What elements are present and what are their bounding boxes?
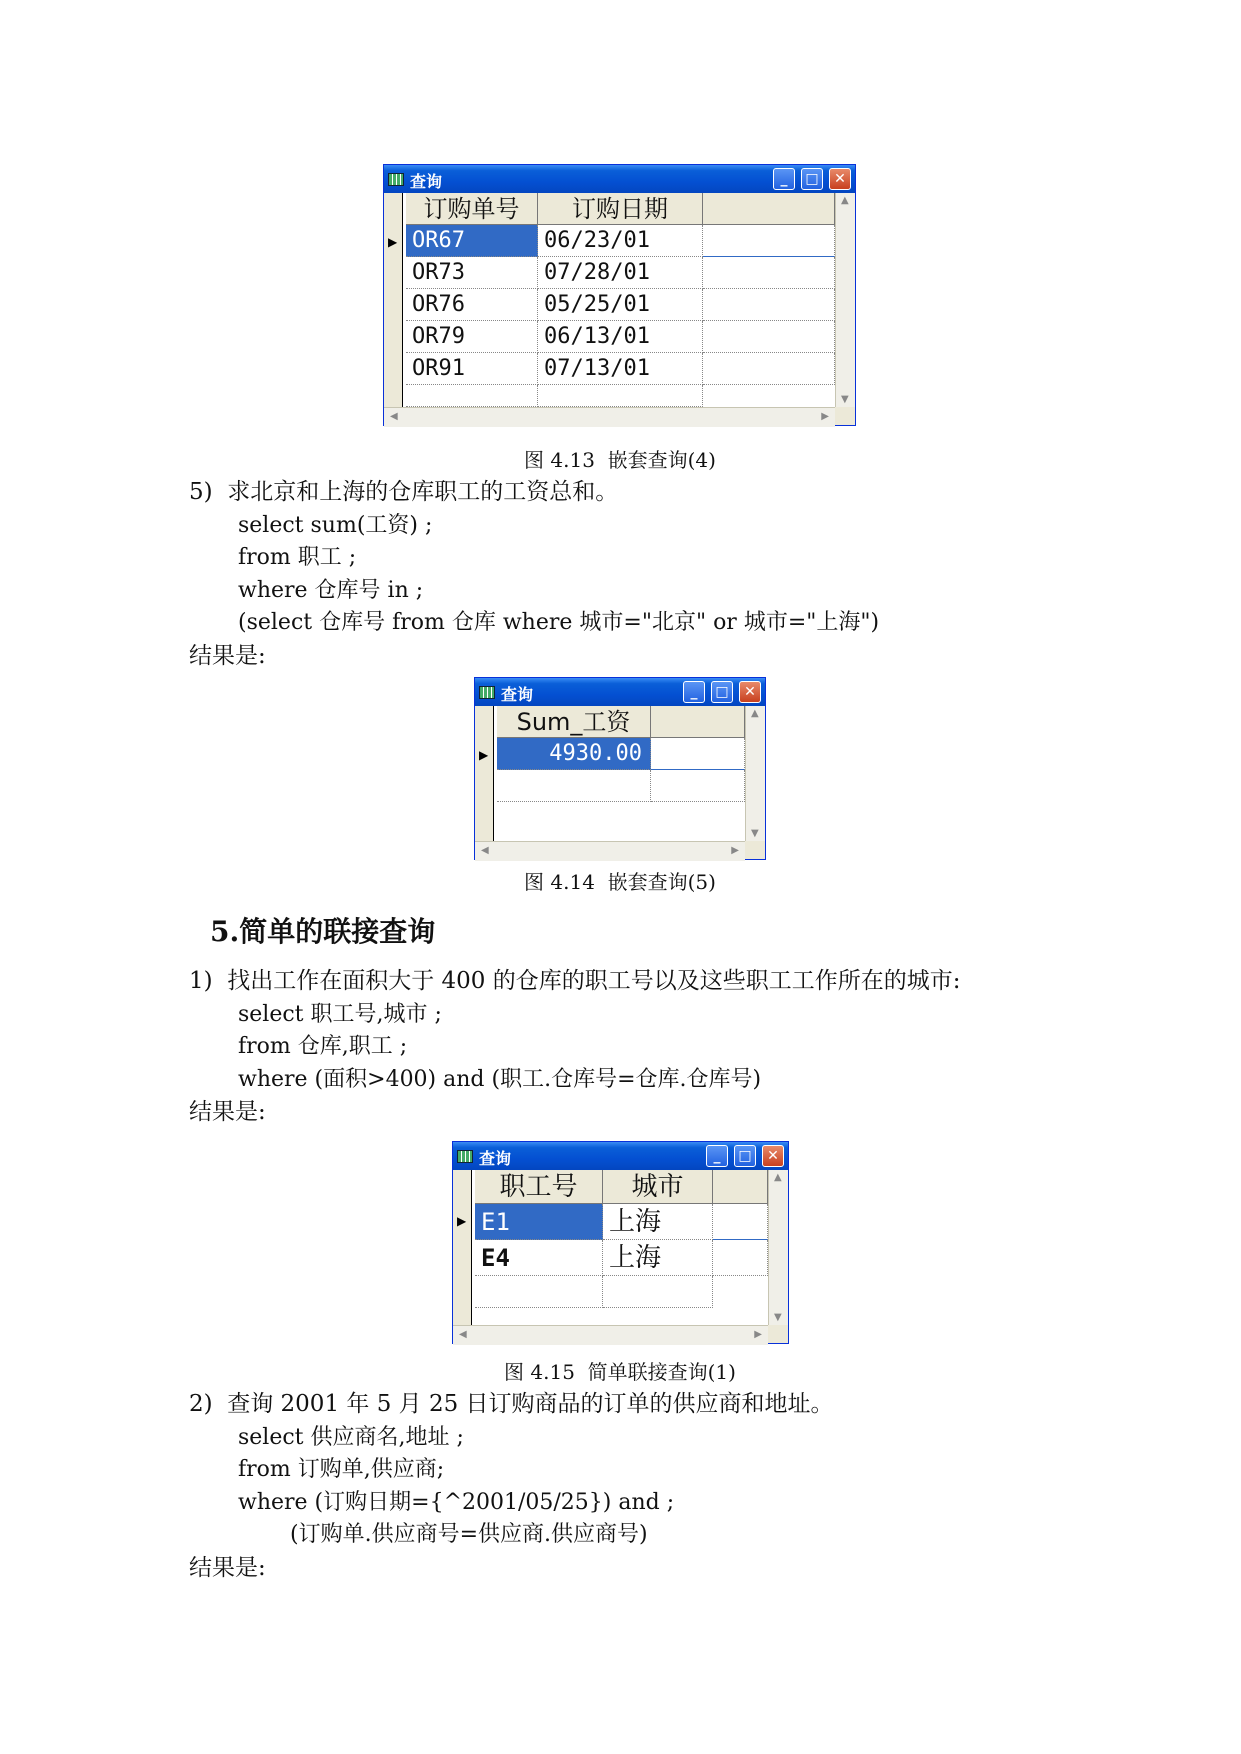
horizontal-scrollbar[interactable] <box>475 841 745 861</box>
table-cell[interactable]: E1 <box>475 1204 603 1240</box>
scroll-right-icon[interactable]: ▶ <box>731 845 739 856</box>
table-cell[interactable]: OR67 <box>406 225 538 257</box>
question-text: 1) 找出工作在面积大于 400 的仓库的职工号以及这些职工工作所在的城市: <box>189 968 961 994</box>
maximize-button[interactable] <box>734 1145 756 1167</box>
figure-caption: 图 4.14 嵌套查询(5) <box>524 870 716 894</box>
table-cell[interactable]: 07/28/01 <box>538 257 703 289</box>
data-grid <box>453 1170 769 1325</box>
minimize-button[interactable] <box>706 1145 728 1167</box>
minimize-button[interactable] <box>683 681 705 703</box>
close-button[interactable] <box>762 1145 784 1167</box>
minimize-icon: _ <box>713 1148 721 1164</box>
table-icon <box>388 173 404 186</box>
table-cell[interactable]: E4 <box>475 1240 603 1276</box>
question-text: 2) 查询 2001 年 5 月 25 日订购商品的订单的供应商和地址。 <box>189 1391 834 1417</box>
scroll-left-icon[interactable]: ◀ <box>459 1329 467 1340</box>
column-header-blank <box>703 193 835 225</box>
code-line: from 订购单,供应商; <box>238 1457 445 1482</box>
scroll-up-icon[interactable]: ▲ <box>774 1172 782 1183</box>
table-icon <box>457 1150 473 1163</box>
table-cell[interactable] <box>713 1240 768 1276</box>
table-cell-new[interactable] <box>651 770 745 802</box>
code-line: (订购单.供应商号=供应商.供应商号) <box>290 1522 648 1547</box>
scroll-right-icon[interactable]: ▶ <box>821 411 829 422</box>
table-cell[interactable] <box>703 289 835 321</box>
data-grid <box>384 193 836 407</box>
table-icon <box>479 686 495 699</box>
code-line: where (面积>400) and (职工.仓库号=仓库.仓库号) <box>238 1067 762 1092</box>
table-cell[interactable]: 4930.00 <box>497 738 651 770</box>
column-header[interactable]: 职工号 <box>475 1170 603 1204</box>
section-heading: 5.简单的联接查询 <box>210 915 436 948</box>
table-cell[interactable]: OR79 <box>406 321 538 353</box>
scroll-up-icon[interactable]: ▲ <box>841 195 849 206</box>
result-label: 结果是: <box>189 643 266 669</box>
table-cell[interactable]: OR91 <box>406 353 538 385</box>
row-pointer-icon: ▶ <box>457 1214 467 1228</box>
table-cell[interactable]: OR73 <box>406 257 538 289</box>
code-line: (select 仓库号 from 仓库 where 城市="北京" or 城市="上海") <box>238 610 880 635</box>
table-cell-new[interactable] <box>475 1276 603 1308</box>
close-button[interactable] <box>829 168 851 190</box>
scroll-down-icon[interactable]: ▼ <box>751 828 759 839</box>
table-cell[interactable]: 上海 <box>603 1240 713 1276</box>
data-grid <box>475 706 746 841</box>
table-cell-new[interactable] <box>406 385 538 407</box>
column-header[interactable]: 订购单号 <box>406 193 538 225</box>
row-selector-column[interactable] <box>453 1170 472 1325</box>
column-header[interactable]: Sum_工资 <box>497 706 651 738</box>
horizontal-scrollbar[interactable] <box>453 1325 768 1345</box>
window-title: 查询 <box>410 172 443 191</box>
minimize-button[interactable] <box>773 168 795 190</box>
scroll-up-icon[interactable]: ▲ <box>751 708 759 719</box>
table-cell-new[interactable] <box>497 770 651 802</box>
maximize-button[interactable] <box>801 168 823 190</box>
table-cell[interactable]: 06/23/01 <box>538 225 703 257</box>
code-line: from 仓库,职工 ; <box>238 1034 408 1059</box>
query-window-3 <box>452 1141 789 1344</box>
horizontal-scrollbar[interactable] <box>384 407 835 427</box>
scroll-down-icon[interactable]: ▼ <box>774 1312 782 1323</box>
table-cell[interactable]: 05/25/01 <box>538 289 703 321</box>
table-cell[interactable] <box>651 738 745 770</box>
minimize-icon: _ <box>780 171 788 187</box>
code-line: select 职工号,城市 ; <box>238 1002 442 1027</box>
close-icon: ✕ <box>744 684 756 700</box>
table-cell[interactable] <box>703 225 835 257</box>
result-label: 结果是: <box>189 1099 266 1125</box>
minimize-icon: _ <box>690 684 698 700</box>
table-cell-new[interactable] <box>603 1276 713 1308</box>
row-selector-column[interactable] <box>384 193 403 407</box>
scroll-left-icon[interactable]: ◀ <box>481 845 489 856</box>
query-window-2 <box>474 677 766 860</box>
table-cell-new[interactable] <box>538 385 703 407</box>
table-cell[interactable]: 上海 <box>603 1204 713 1240</box>
column-header-blank <box>713 1170 768 1204</box>
title-bar[interactable] <box>475 678 765 706</box>
code-line: where (订购日期={^2001/05/25}) and ; <box>238 1490 675 1515</box>
close-icon: ✕ <box>834 171 846 187</box>
scroll-left-icon[interactable]: ◀ <box>390 411 398 422</box>
query-window-1 <box>383 164 856 426</box>
table-cell[interactable] <box>703 353 835 385</box>
row-pointer-icon: ▶ <box>479 748 489 762</box>
column-header[interactable]: 城市 <box>603 1170 713 1204</box>
column-header-blank <box>651 706 745 738</box>
title-bar[interactable] <box>453 1142 788 1170</box>
code-line: select 供应商名,地址 ; <box>238 1425 464 1450</box>
row-selector-column[interactable] <box>475 706 494 841</box>
maximize-icon: □ <box>738 1148 752 1164</box>
vertical-scrollbar[interactable] <box>768 1170 788 1325</box>
result-label: 结果是: <box>189 1555 266 1581</box>
code-line: from 职工 ; <box>238 545 357 570</box>
row-pointer-icon: ▶ <box>388 235 398 249</box>
column-header[interactable]: 订购日期 <box>538 193 703 225</box>
table-cell[interactable]: 07/13/01 <box>538 353 703 385</box>
code-line: select sum(工资) ; <box>238 513 433 538</box>
figure-caption: 图 4.15 简单联接查询(1) <box>504 1360 736 1384</box>
window-title: 查询 <box>501 685 534 704</box>
vertical-scrollbar[interactable] <box>745 706 765 841</box>
figure-caption: 图 4.13 嵌套查询(4) <box>524 448 716 472</box>
table-cell[interactable] <box>713 1204 768 1240</box>
window-title: 查询 <box>479 1149 512 1168</box>
close-button[interactable] <box>739 681 761 703</box>
title-bar[interactable] <box>384 165 855 193</box>
table-cell[interactable]: 06/13/01 <box>538 321 703 353</box>
table-cell[interactable]: OR76 <box>406 289 538 321</box>
scroll-down-icon[interactable]: ▼ <box>841 394 849 405</box>
code-line: where 仓库号 in ; <box>238 578 424 603</box>
close-icon: ✕ <box>767 1148 779 1164</box>
table-cell[interactable] <box>703 257 835 289</box>
table-cell[interactable] <box>703 321 835 353</box>
maximize-icon: □ <box>805 171 819 187</box>
scroll-right-icon[interactable]: ▶ <box>754 1329 762 1340</box>
question-text: 5) 求北京和上海的仓库职工的工资总和。 <box>189 479 619 505</box>
vertical-scrollbar[interactable] <box>835 193 855 407</box>
maximize-icon: □ <box>715 684 729 700</box>
maximize-button[interactable] <box>711 681 733 703</box>
